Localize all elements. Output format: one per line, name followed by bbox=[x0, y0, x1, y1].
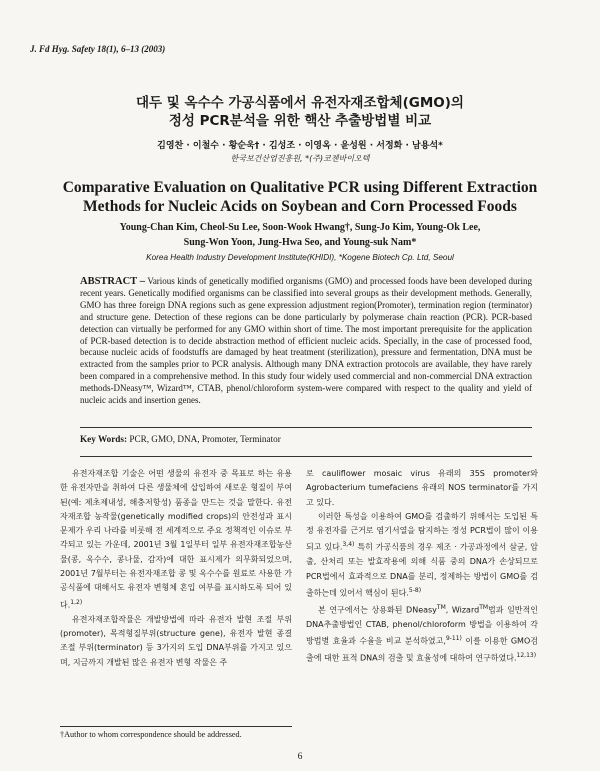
keywords-bottom-rule bbox=[80, 456, 532, 457]
paragraph-text: 특히 가공식품의 경우 제조 · 가공과정에서 살균, 압출, 산처리 또는 발효작용에 의해 식품 중의 DNA가 손상되므로 PCR법에서 효과적으로 DNA를 분리, 정제하는 방법이 GMO를 검출하는데 있어서 핵심이 된다. bbox=[306, 543, 538, 598]
body-left-column bbox=[60, 467, 292, 670]
page-number: 6 bbox=[297, 752, 303, 762]
trademark: TM bbox=[436, 603, 446, 611]
korean-authors: 김영찬 · 이철수 · 황순욱† · 김성조 · 이영옥 · 윤성원 · 서정화 · 남용석* bbox=[157, 141, 443, 151]
footnote-rule bbox=[60, 726, 292, 727]
citation: 3,4) bbox=[342, 541, 355, 549]
citation: 1,2) bbox=[70, 598, 83, 606]
abstract bbox=[80, 276, 532, 407]
paragraph-text: 이러한 특성을 이용하여 GMO를 검출하기 위해서는 도입된 특정 유전자를 근거로 염기서열을 탐지하는 정성 PCR법이 많이 이용되고 있다. bbox=[306, 511, 538, 553]
english-authors-line1: Young-Chan Kim, Cheol-Su Lee, Soon-Wook Hwang†, Sung-Jo Kim, Young-Ok Lee, bbox=[119, 222, 481, 233]
citation: 9-11) bbox=[445, 635, 462, 643]
abstract-label: ABSTRACT – bbox=[80, 276, 146, 287]
citation: 5-8) bbox=[408, 587, 422, 595]
body-right-column bbox=[306, 467, 538, 666]
english-title-line1: Comparative Evaluation on Qualitative PCR using Different Extraction bbox=[62, 179, 538, 196]
journal-reference: J. Fd Hyg. Safety 18(1), 6–13 (2003) bbox=[30, 44, 166, 54]
paragraph-text: 유전자재조합작물은 개발방법에 따라 유전자 발현 조절 부위(promoter), 목적형질부위(structure gene), 유전자 발현 종결 조절 부위(terminator) 등 3가지의 도입 DNA부위를 가지고 있으며, 지금까지 개발된 많은 유전자 변형 작물은 주 bbox=[60, 614, 292, 667]
footnote: †Author to whom correspondence should be addressed. bbox=[60, 730, 242, 739]
paragraph-text: 본 연구에서는 상용화된 DNeasy bbox=[318, 605, 437, 615]
body-paragraph bbox=[306, 601, 538, 666]
paragraph-text: 이를 이용한 GMO검출에 대한 표적 DNA의 검출 및 효율성에 대하여 연구하였다. bbox=[306, 636, 538, 663]
body-paragraph bbox=[306, 467, 538, 510]
paragraph-text: 법과 일반적인 DNA추출방법인 CTAB, phenol/chloroform 방법을 이용하여 각 방법별 효율과 수율을 비교 분석하였고, bbox=[306, 605, 538, 646]
citation: 12,13) bbox=[516, 652, 537, 660]
english-title-line2: Methods for Nucleic Acids on Soybean and Corn Processed Foods bbox=[83, 198, 517, 215]
trademark: TM bbox=[479, 603, 489, 611]
keywords-label: Key Words: bbox=[80, 434, 128, 444]
english-authors-line2: Sung-Won Yoon, Jung-Hwa Seo, and Young-suk Nam* bbox=[183, 237, 417, 248]
paragraph-text: 로 cauliflower mosaic virus 유래의 35S promoter와 Agrobacterium tumefaciens 유래의 NOS terminator를 가지고 있다. bbox=[306, 469, 538, 507]
abstract-text: Various kinds of genetically modified organisms (GMO) and processed foods have been developed during recent years. Genetically modified organisms can be classified into several groups as their development methods. Generally, GMO has three foreign DNA regions such as gene expression adjustment region(Promoter), termination region (terminator) and structure gene. Detection of these regions can be done particularly by polymerase chain reaction (PCR). PCR-based detection can virtually be performed for any GMO within short of time. The most important prerequisite for the application of PCR-based detection is to decide abstraction method of efficient nucleic acids. Specially, in the case of processed food, because nucleic acids of foodstuffs are damaged by heat treatment (sterilization), pressure and fermentation, DNA must be extracted from the samples prior to PCR analysis. Although many DNA extraction protocols are available, they have rarely been compared in a comprehensive method. In this study four widely used commercial and non-commercial DNA extraction methods-DNeasy™, Wizard™, CTAB, phenol/chloroform system-were compared with respect to the quality and yield of nucleic acids and insertion genes. bbox=[80, 276, 532, 406]
korean-title-line1: 대두 및 옥수수 가공식품에서 유전자재조합체(GMO)의 bbox=[136, 95, 464, 111]
body-paragraph bbox=[60, 467, 292, 613]
korean-title-line2: 정성 PCR분석을 위한 핵산 추출방법별 비교 bbox=[168, 113, 432, 129]
body-paragraph bbox=[60, 613, 292, 670]
korean-affiliation: 한국보건산업진흥원, *(주)코젠바이오텍 bbox=[230, 154, 370, 163]
paragraph-text: 유전자재조합 기술은 어떤 생물의 유전자 중 목표로 하는 유용한 유전자만을 취하여 다른 생물체에 삽입하여 새로운 형질이 부여된(예: 제초제내성, 해충저항성) 품종을 만드는 것을 말한다. 유전자재조합 농작물(genetically modified crops)의 안전성과 표시문제가 우리 나라를 비롯해 전 세계적으로 주요 정책적인 이슈로 부각되고 있는 가운데, 2001년 3월 1일부터 일부 유전자재조합농산물(콩, 옥수수, 콩나물, 감자)에 대한 표시제가 의무화되었으며, 2001년 7월부터는 유전자재조합 콩 및 옥수수를 원료로 사용한 가공식품에 대해서도 유전자 변형체 혼입 여부를 표시하도록 되어 있다. bbox=[60, 469, 292, 610]
paragraph-text: , Wizard bbox=[445, 605, 480, 615]
keywords bbox=[80, 434, 281, 444]
english-affiliation: Korea Health Industry Development Institute(KHIDI), *Kogene Biotech Cp. Ltd, Seoul bbox=[146, 253, 454, 262]
keywords-text: PCR, GMO, DNA, Promoter, Terminator bbox=[129, 434, 281, 444]
keywords-top-rule bbox=[80, 427, 532, 428]
body-paragraph bbox=[306, 510, 538, 601]
